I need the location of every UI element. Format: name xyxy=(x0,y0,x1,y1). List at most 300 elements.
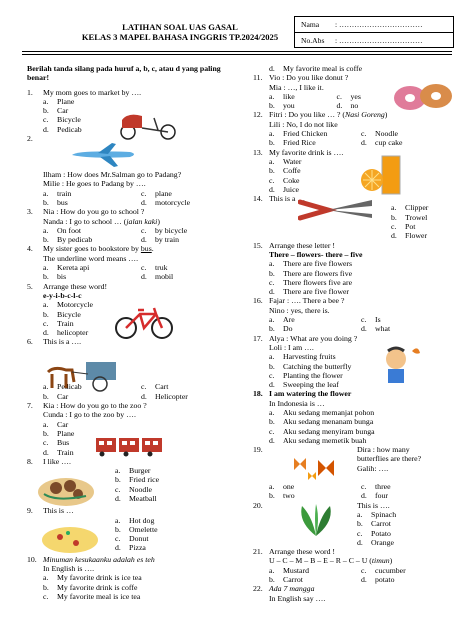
question-line xyxy=(27,244,239,253)
option-letter: b. xyxy=(269,575,275,585)
absen-field[interactable]: : …………………………… xyxy=(335,36,423,45)
question-line xyxy=(253,556,453,565)
option-text: On foot xyxy=(57,225,82,235)
option-letter: a. xyxy=(269,91,275,101)
text: Ilham : How does Mr.Salman go to Padang? xyxy=(43,170,182,180)
option[interactable] xyxy=(115,525,239,534)
option-text: no xyxy=(350,101,359,111)
text: Lili : No, I do not like xyxy=(269,119,338,129)
option[interactable] xyxy=(269,417,453,426)
absen-label: No.Abs xyxy=(301,36,325,45)
question-line xyxy=(27,555,239,564)
option-text: By pedicab xyxy=(57,235,93,245)
option[interactable] xyxy=(269,362,453,371)
option-letter: b. xyxy=(269,417,275,427)
option-text: Pedicab xyxy=(57,382,82,392)
text: ) xyxy=(384,110,388,120)
options xyxy=(253,259,453,296)
option[interactable] xyxy=(357,519,453,528)
option[interactable] xyxy=(43,392,141,401)
option[interactable] xyxy=(357,510,453,519)
options xyxy=(253,408,453,445)
option-letter: c. xyxy=(361,565,367,575)
header-rule-bottom xyxy=(22,54,452,55)
option-letter: c. xyxy=(43,115,49,125)
option-letter: a. xyxy=(269,565,275,575)
question-17 xyxy=(253,334,453,390)
option-letter: c. xyxy=(357,528,363,538)
option-text: motorcycle xyxy=(155,197,191,207)
option-text: Fried Chicken xyxy=(283,129,328,139)
option[interactable] xyxy=(43,235,141,244)
option-text: you xyxy=(283,101,295,111)
option-letter: d. xyxy=(361,575,367,585)
name-label: Nama xyxy=(301,20,320,29)
text: 6. xyxy=(27,337,33,347)
option-letter: a. xyxy=(269,407,275,417)
option-text: mobil xyxy=(155,272,174,282)
question-line xyxy=(253,334,453,343)
option-text: Aku sedang menyiram bunga xyxy=(283,426,375,436)
text: Galih: …. xyxy=(357,463,389,473)
option-letter: c. xyxy=(269,277,275,287)
text: My sister goes to bookstore by xyxy=(43,244,141,254)
option-letter: a. xyxy=(115,515,121,525)
option-text: Water xyxy=(283,156,302,166)
option[interactable] xyxy=(269,269,453,278)
option-text: Clipper xyxy=(405,203,429,213)
option-letter: d. xyxy=(115,543,121,553)
option-letter: c. xyxy=(269,370,275,380)
text: 20. xyxy=(253,500,263,510)
student-info-box xyxy=(294,16,454,48)
option[interactable] xyxy=(115,494,239,503)
option-letter: a. xyxy=(43,300,49,310)
text: Arrange these letter ! xyxy=(269,240,336,250)
option-letter: b. xyxy=(43,391,49,401)
option[interactable] xyxy=(269,64,453,73)
text: Alya : What are you doing ? xyxy=(269,333,358,343)
text: Vio : Do you like donut ? xyxy=(269,73,349,83)
text: jalan kaki xyxy=(126,216,158,226)
option-text: cucumber xyxy=(375,565,406,575)
question-line xyxy=(253,584,453,593)
option-text: There are five flowers xyxy=(283,259,353,269)
option[interactable] xyxy=(391,203,453,212)
text: Milie : He goes to Padang by …. xyxy=(43,179,146,189)
option[interactable] xyxy=(43,198,141,207)
option-text: My favorite meal is ice tea xyxy=(57,591,141,601)
option-text: Hot dog xyxy=(129,515,155,525)
option[interactable] xyxy=(269,371,453,380)
option-letter: b. xyxy=(269,101,275,111)
option-letter: d. xyxy=(336,101,343,111)
option[interactable] xyxy=(391,213,453,222)
option-text: Fried Rice xyxy=(283,138,316,148)
option-text: There are flowers five xyxy=(283,268,353,278)
option[interactable] xyxy=(43,263,141,272)
option-letter: c. xyxy=(115,534,121,544)
option-letter: b. xyxy=(43,272,49,282)
option[interactable] xyxy=(115,534,239,543)
option-text: Helicopter xyxy=(155,391,188,401)
option[interactable] xyxy=(361,491,453,500)
option[interactable] xyxy=(141,263,239,272)
text: Fitri : Do you like … ? ( xyxy=(269,110,346,120)
option-letter: d. xyxy=(43,447,49,457)
question-22 xyxy=(253,584,453,603)
text: My mom goes to market by …. xyxy=(43,87,142,97)
text: In English is …. xyxy=(43,564,95,574)
question-line xyxy=(27,457,239,466)
option-letter: a. xyxy=(269,482,275,492)
option[interactable] xyxy=(269,92,337,101)
option-text: Orange xyxy=(371,537,394,547)
text: timun xyxy=(371,556,390,566)
text: 3. xyxy=(27,207,33,217)
airplane-illustration xyxy=(70,141,140,169)
option[interactable] xyxy=(269,380,453,389)
train-illustration xyxy=(94,436,166,458)
text: 15. xyxy=(253,240,263,250)
option-letter: d. xyxy=(269,380,275,390)
text: ) xyxy=(157,216,160,226)
option-text: Sweeping the leaf xyxy=(283,380,339,390)
cart-illustration xyxy=(44,358,124,392)
option-letter: a. xyxy=(391,203,397,213)
option-text: Do xyxy=(283,324,293,334)
option[interactable] xyxy=(361,129,453,138)
text: ) xyxy=(389,556,393,566)
option-letter: c. xyxy=(361,315,367,325)
options xyxy=(27,226,239,245)
option[interactable] xyxy=(269,259,453,268)
option-text: Planting the flower xyxy=(283,370,343,380)
question-16 xyxy=(253,296,453,333)
option-text: Noodle xyxy=(129,484,152,494)
option-text: Juice xyxy=(283,184,300,194)
option-letter: a. xyxy=(43,263,49,273)
text: 5. xyxy=(27,281,33,291)
option[interactable] xyxy=(391,231,453,240)
option[interactable] xyxy=(141,235,239,244)
option-text: Aku sedang memanjat pohon xyxy=(283,407,375,417)
option[interactable] xyxy=(141,272,239,281)
option[interactable] xyxy=(43,97,239,106)
text: 16. xyxy=(253,296,263,306)
option-text: Potato xyxy=(371,528,391,538)
option[interactable] xyxy=(269,138,361,147)
option-letter: c. xyxy=(141,225,147,235)
option[interactable] xyxy=(43,573,239,582)
bicycle-illustration xyxy=(112,302,176,340)
option-text: by train xyxy=(155,235,180,245)
text: In Indonesia is … xyxy=(269,398,325,408)
question-4 xyxy=(27,244,239,281)
option[interactable] xyxy=(141,392,239,401)
butterflies-illustration xyxy=(284,450,344,484)
option-text: Plane xyxy=(57,96,75,106)
option[interactable] xyxy=(269,427,453,436)
option-letter: c. xyxy=(43,438,49,448)
option[interactable] xyxy=(115,543,239,552)
option-letter: c. xyxy=(361,482,367,492)
option[interactable] xyxy=(43,420,239,429)
option[interactable] xyxy=(361,315,453,324)
option-letter: d. xyxy=(269,435,275,445)
title-line-1: LATIHAN SOAL UAS GASAL xyxy=(122,22,238,32)
option[interactable] xyxy=(43,272,141,281)
pedicab-illustration xyxy=(118,110,180,140)
option-letter: d. xyxy=(357,537,363,547)
absen-row[interactable] xyxy=(295,32,453,47)
option-letter: c. xyxy=(115,484,121,494)
options xyxy=(253,482,453,501)
options xyxy=(253,566,453,585)
option[interactable] xyxy=(141,226,239,235)
option[interactable] xyxy=(141,189,239,198)
option[interactable] xyxy=(361,566,453,575)
question-line xyxy=(253,473,453,482)
option[interactable] xyxy=(269,566,361,575)
text: bus xyxy=(140,244,152,254)
option[interactable] xyxy=(269,129,361,138)
option-letter: a. xyxy=(269,156,275,166)
text: The underline word means …. xyxy=(43,253,139,263)
option-letter: c. xyxy=(141,263,147,273)
option-letter: b. xyxy=(43,235,49,245)
option-text: Noodle xyxy=(375,129,398,139)
option-letter: d. xyxy=(141,197,147,207)
question-21 xyxy=(253,547,453,584)
option-letter: b. xyxy=(43,309,49,319)
option[interactable] xyxy=(269,101,337,110)
text: Nanda : I go to school … ( xyxy=(43,216,127,226)
question-line xyxy=(27,282,239,291)
right-column xyxy=(253,64,453,603)
option-letter: b. xyxy=(357,519,363,529)
options xyxy=(253,510,453,547)
option-text: Carrot xyxy=(283,575,303,585)
option-text: Train xyxy=(57,447,74,457)
option-text: potato xyxy=(375,575,395,585)
option-text: Aku sedang menanam bunga xyxy=(283,417,374,427)
option-text: Pot xyxy=(405,222,416,232)
option-text: Trowel xyxy=(405,212,428,222)
options xyxy=(253,315,453,334)
option-text: Cart xyxy=(155,382,169,392)
option-text: cup cake xyxy=(375,138,403,148)
text: Cunda : I go to the zoo by …. xyxy=(43,410,136,420)
option-text: two xyxy=(283,491,295,501)
option-text: My favorite meal is coffe xyxy=(283,64,363,73)
option-text: four xyxy=(375,491,388,501)
option[interactable] xyxy=(361,324,453,333)
options xyxy=(27,189,239,208)
question-13 xyxy=(253,148,453,194)
text: Ada 7 mangga xyxy=(269,584,315,594)
option-letter: d. xyxy=(141,272,147,282)
text: 14. xyxy=(253,194,263,204)
option[interactable] xyxy=(115,516,239,525)
option-text: Omelette xyxy=(129,524,158,534)
text: 17. xyxy=(253,333,263,343)
text: 9. xyxy=(27,506,33,516)
option-text: Catching the butterfly xyxy=(283,361,352,371)
text: Arrange these word! xyxy=(43,281,108,291)
option-letter: c. xyxy=(43,318,49,328)
option-letter: a. xyxy=(43,225,49,235)
option[interactable] xyxy=(269,278,453,287)
option[interactable] xyxy=(391,222,453,231)
question-line xyxy=(27,217,239,226)
option[interactable] xyxy=(141,382,239,391)
option-letter: a. xyxy=(43,382,49,392)
option-text: yes xyxy=(350,91,361,101)
text: My favorite drink is …. xyxy=(269,147,344,157)
option[interactable] xyxy=(361,575,453,584)
text: . xyxy=(151,244,154,254)
option-letter: b. xyxy=(269,324,275,334)
text: 13. xyxy=(253,147,263,157)
option-text: one xyxy=(283,482,295,492)
options xyxy=(27,263,239,282)
options xyxy=(27,573,239,601)
option-letter: c. xyxy=(141,188,147,198)
option[interactable] xyxy=(43,189,141,198)
text: 12. xyxy=(253,110,263,120)
option-letter: b. xyxy=(43,106,49,116)
option-letter: d. xyxy=(43,124,49,134)
option-letter: a. xyxy=(269,315,275,325)
orange-juice-illustration xyxy=(360,150,406,198)
option-letter: a. xyxy=(43,188,49,198)
option-text: three xyxy=(375,482,391,492)
options xyxy=(253,157,453,194)
question-20 xyxy=(253,501,453,547)
options xyxy=(253,352,453,389)
text: Kia : How do you go to the zoo ? xyxy=(43,401,147,411)
text: 19. xyxy=(253,445,263,455)
question-line xyxy=(253,148,453,157)
option-letter: b. xyxy=(43,428,49,438)
option-text: Train xyxy=(57,318,74,328)
option[interactable] xyxy=(43,226,141,235)
option-text: Motorcycle xyxy=(57,300,93,310)
option[interactable] xyxy=(43,592,239,601)
option[interactable] xyxy=(115,466,239,475)
option-text: Meatball xyxy=(129,493,157,503)
option-text: Kereta api xyxy=(57,263,90,273)
text: Nia : How do you go to school ? xyxy=(43,207,145,217)
option[interactable] xyxy=(269,315,361,324)
text: 4. xyxy=(27,244,33,254)
question-line xyxy=(253,389,453,398)
option-text: Car xyxy=(57,106,69,116)
option[interactable] xyxy=(269,436,453,445)
option[interactable] xyxy=(43,583,239,592)
name-row[interactable] xyxy=(295,17,453,32)
text: 18. xyxy=(253,389,263,399)
name-field[interactable]: : …………………………… xyxy=(335,20,423,29)
option[interactable] xyxy=(115,475,239,484)
option-letter: d. xyxy=(391,231,397,241)
option-letter: b. xyxy=(269,138,275,148)
text: Nino : yes, there is. xyxy=(269,305,330,315)
options xyxy=(253,92,404,111)
option[interactable] xyxy=(115,485,239,494)
text: e-y-i-b-c-l-c xyxy=(43,290,82,300)
option-letter: c. xyxy=(336,91,342,101)
text: This is …. xyxy=(357,500,390,510)
option-letter: a. xyxy=(43,419,49,429)
option[interactable] xyxy=(141,198,239,207)
question-10-continued xyxy=(253,64,453,73)
text: 21. xyxy=(253,547,263,557)
option[interactable] xyxy=(361,482,453,491)
spinach-illustration xyxy=(288,502,344,538)
option-text: Pizza xyxy=(129,543,146,553)
option-letter: a. xyxy=(43,573,49,583)
option-letter: d. xyxy=(361,138,367,148)
option[interactable] xyxy=(269,491,361,500)
option-text: Is xyxy=(375,315,381,325)
option-letter: a. xyxy=(269,352,275,362)
option[interactable] xyxy=(269,324,361,333)
option[interactable] xyxy=(269,287,453,296)
question-line xyxy=(253,445,453,454)
question-3 xyxy=(27,207,239,244)
option-text: like xyxy=(283,91,295,101)
option[interactable] xyxy=(357,529,453,538)
text: Fajar : …. There a bee ? xyxy=(269,296,345,306)
option-text: Car xyxy=(57,391,69,401)
option-letter: c. xyxy=(361,129,367,139)
title-line-2: KELAS 3 MAPEL BAHASA INGGRIS TP.2024/2025 xyxy=(81,32,279,42)
option-text: There are five flower xyxy=(283,287,350,297)
option-letter: a. xyxy=(269,129,275,139)
question-10 xyxy=(27,555,239,601)
option[interactable] xyxy=(357,538,453,547)
option-letter: d. xyxy=(141,391,147,401)
option-letter: d. xyxy=(361,324,367,334)
option-letter: d. xyxy=(269,64,275,73)
option[interactable] xyxy=(269,408,453,417)
option-text: by bicycle xyxy=(155,225,188,235)
option-letter: b. xyxy=(43,582,49,592)
option[interactable] xyxy=(269,352,453,361)
option-text: helicopter xyxy=(57,328,89,338)
option-letter: a. xyxy=(357,509,363,519)
option-text: My favorite drink is coffe xyxy=(57,582,138,592)
option[interactable] xyxy=(269,575,361,584)
question-line xyxy=(27,88,239,97)
text: U – C – M – B – E – R – C – U ( xyxy=(269,556,372,566)
option-letter: a. xyxy=(269,259,275,269)
text: Dira : how many xyxy=(357,445,410,455)
question-12 xyxy=(253,110,453,147)
text: butterflies are there? xyxy=(357,454,422,464)
text: Mia : …, I like it. xyxy=(269,82,324,92)
option-letter: d. xyxy=(141,235,147,245)
header-rule-top xyxy=(22,51,452,52)
option[interactable] xyxy=(361,138,453,147)
text: There – flowers- there – five xyxy=(269,249,363,259)
hedge-clipper-illustration xyxy=(298,196,374,224)
option-text: truk xyxy=(155,263,168,273)
omelette-illustration xyxy=(40,525,100,555)
option-letter: c. xyxy=(391,222,397,232)
